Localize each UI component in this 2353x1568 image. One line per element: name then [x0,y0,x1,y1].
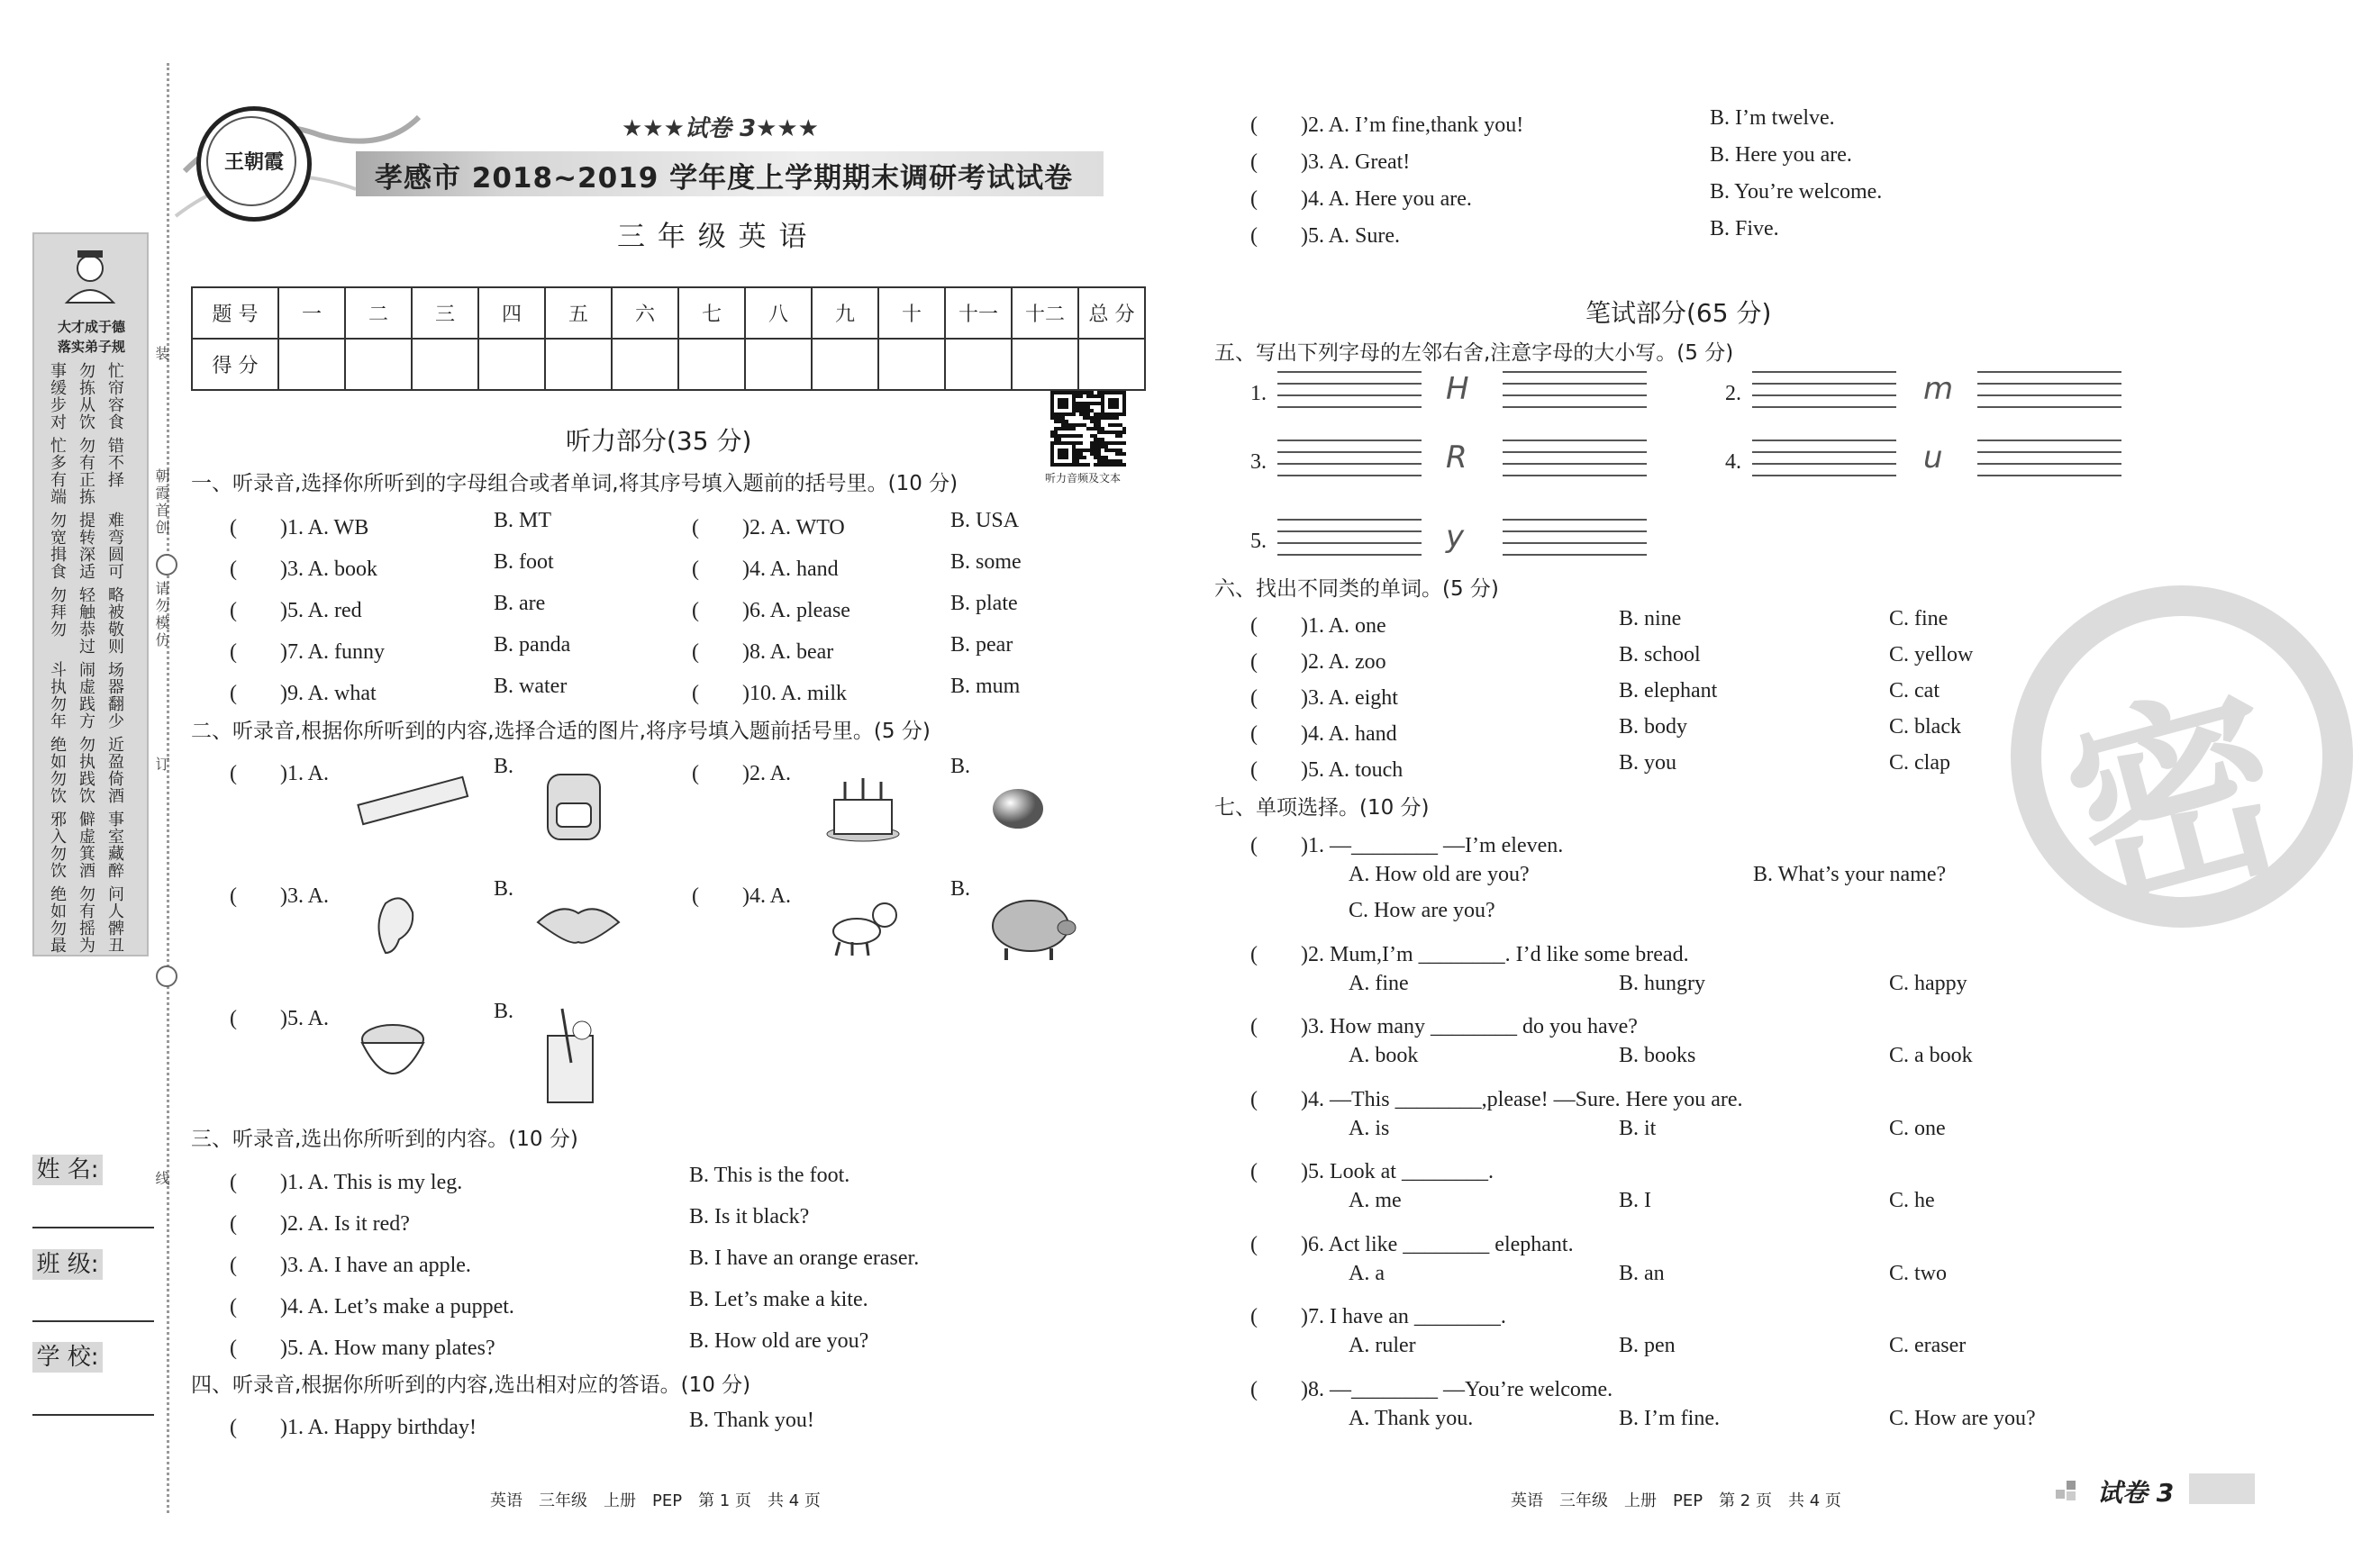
brand-logo-text: 王朝霞 [223,150,284,174]
s1-option-b[interactable]: B. MT [494,509,552,532]
motto-column: 事室藏醉 [105,811,124,879]
s5-number: 2. [1725,382,1741,405]
s6-option-c[interactable]: C. black [1889,715,1961,739]
side-mark-zhuang: 装 [153,346,170,363]
right-neighbor-lines[interactable] [1503,371,1647,414]
given-letter: u [1923,440,1943,476]
s4-option-a[interactable]: ( )1. A. Happy birthday! [230,1416,477,1439]
given-letter: m [1923,371,1954,407]
s6-option-b[interactable]: B. elephant [1619,679,1718,702]
motto-column: 勿拣从饮 [77,362,95,431]
s7-option-c[interactable]: C. eraser [1889,1334,1967,1357]
s7-option-b[interactable]: B. it [1619,1116,1657,1140]
s1-option-b[interactable]: B. pear [950,633,1013,657]
s4-option-a[interactable]: ( )5. A. Sure. [1250,224,1400,248]
s1-option-b[interactable]: B. plate [950,592,1018,615]
scholar-icon [54,241,126,304]
s1-option-b[interactable]: B. mum [950,675,1021,698]
right-neighbor-lines[interactable] [1503,519,1647,562]
s3-option-b[interactable]: B. Is it black? [689,1205,810,1228]
s2-option-a[interactable]: ( )5. A. [230,1007,329,1030]
score-header-cell: 七 [678,287,745,339]
secret-stamp [2011,585,2353,945]
score-input-cell[interactable] [878,339,945,390]
pig-icon [984,890,1083,962]
dog-icon [816,888,906,960]
left-neighbor-lines[interactable] [1277,440,1422,483]
s1-option-a[interactable]: ( )7. A. funny [230,640,385,664]
s1-option-a[interactable]: ( )3. A. book [230,557,377,581]
s4-option-b[interactable]: B. Five. [1710,217,1779,240]
s4-option-b[interactable]: B. Here you are. [1710,143,1852,167]
s6-option-a[interactable]: ( )4. A. hand [1250,722,1397,746]
section6-title: 六、找出不同类的单词。(5 分) [1214,577,1499,601]
s7-option-b[interactable]: B. pen [1619,1334,1676,1357]
s7-option-c[interactable]: C. How are you? [1349,899,1495,922]
s7-option-c[interactable]: C. two [1889,1261,1948,1285]
motto-column: 僻虚箕酒 [77,811,95,879]
side-mark-ding: 订 [153,757,170,774]
motto-column: 斗执勿年 [48,661,67,730]
backpack-icon [531,764,622,845]
motto-head-2: 落实弟子规 [57,339,125,355]
s2-option-b[interactable]: B. [494,755,514,778]
s3-option-b[interactable]: B. How old are you? [689,1329,869,1353]
s7-option-a[interactable]: A. How old are you? [1349,863,1530,886]
section3-title: 三、听录音,选出你所听到的内容。(10 分) [191,1128,578,1151]
motto-box [32,232,149,956]
s1-option-a[interactable]: ( )1. A. WB [230,516,369,539]
motto-column: 提转深适 [77,512,95,580]
s7-question: ( )3. How many ________ do you have? [1250,1015,1638,1038]
s4-option-a[interactable]: ( )2. A. I’m fine,thank you! [1250,113,1524,137]
brand-logo-icon [196,106,312,222]
secret-stamp-char: 密 [2045,658,2309,945]
s6-option-b[interactable]: B. you [1619,751,1677,775]
right-neighbor-lines[interactable] [1977,440,2121,483]
motto-column: 邪入勿饮 [48,811,67,879]
s7-option-a[interactable]: A. Thank you. [1349,1406,1474,1430]
s7-option-b[interactable]: B. an [1619,1261,1665,1285]
left-neighbor-lines[interactable] [1277,371,1422,414]
section7-title: 七、单项选择。(10 分) [1214,796,1430,820]
s6-option-c[interactable]: C. cat [1889,679,1940,702]
class-label: 班 级: [32,1249,103,1280]
s2-option-b[interactable]: B. [950,755,971,778]
side-mark-copyright: 朝霞首创 [153,468,170,537]
score-input-cell[interactable] [678,339,745,390]
subject-title: 三 年 级 英 语 [617,221,809,253]
school-line[interactable] [32,1414,154,1416]
motto-column: 勿有正拣 [77,437,95,505]
score-header-cell: 六 [612,287,678,339]
footer-squares-icon [2056,1481,2079,1500]
rice-bowl-icon [357,1014,429,1090]
binding-hole-1 [156,554,177,576]
s1-option-a[interactable]: ( )5. A. red [230,599,362,622]
s7-option-c[interactable]: C. happy [1889,971,1967,995]
s1-option-b[interactable]: B. foot [494,550,554,574]
right-neighbor-lines[interactable] [1503,440,1647,483]
s1-option-b[interactable]: B. USA [950,509,1020,532]
motto-column: 近盈倚酒 [105,736,124,804]
s1-option-b[interactable]: B. are [494,592,546,615]
score-input-cell[interactable] [812,339,878,390]
s2-option-b[interactable]: B. [494,877,514,901]
motto-head-1: 大才成于德 [57,319,125,335]
juice-glass-icon [535,1009,607,1108]
s4-option-b[interactable]: B. Thank you! [689,1409,814,1432]
motto-column: 轻触恭过 [77,586,95,655]
score-input-cell[interactable] [545,339,612,390]
given-letter: R [1446,440,1467,476]
score-header-cell: 总 分 [1078,287,1145,339]
score-input-cell[interactable] [612,339,678,390]
s7-option-b[interactable]: B. I [1619,1189,1651,1212]
s2-option-a[interactable]: ( )3. A. [230,884,329,908]
class-line[interactable] [32,1320,154,1322]
s6-option-a[interactable]: ( )3. A. eight [1250,686,1398,710]
score-input-cell[interactable] [278,339,345,390]
s7-option-c[interactable]: C. he [1889,1189,1935,1212]
s7-option-c[interactable]: C. How are you? [1889,1406,2036,1430]
score-table [191,286,1146,391]
s7-question: ( )1. —________ —I’m eleven. [1250,834,1564,857]
score-input-cell[interactable] [412,339,478,390]
score-header-cell: 十一 [945,287,1012,339]
s4-option-b[interactable]: B. I’m twelve. [1710,106,1835,130]
footer-right: 英语 三年级 上册 PEP 第 2 页 共 4 页 [1511,1491,1841,1510]
s7-option-a[interactable]: A. a [1349,1261,1385,1285]
footer-tag-band [2189,1473,2255,1504]
score-header-cell: 八 [745,287,812,339]
egg-icon [989,785,1047,832]
motto-column: 场器翻少 [105,661,124,730]
s2-option-a[interactable]: ( )1. A. [230,762,329,785]
score-header-cell: 四 [478,287,545,339]
s4-option-b[interactable]: B. You’re welcome. [1710,180,1883,204]
motto-column: 忙多有端 [48,437,67,505]
footer-left: 英语 三年级 上册 PEP 第 1 页 共 4 页 [490,1491,821,1510]
s5-number: 5. [1250,530,1267,553]
s6-option-b[interactable]: B. school [1619,643,1701,666]
s7-question: ( )4. —This ________,please! —Sure. Here you are. [1250,1087,1743,1111]
s1-option-b[interactable]: B. panda [494,633,571,657]
s7-option-c[interactable]: C. a book [1889,1044,1973,1067]
listening-title: 听力部分(35 分) [566,426,752,456]
s2-option-b[interactable]: B. [950,877,971,901]
motto-column: 勿有摇为 [77,885,95,954]
left-neighbor-lines[interactable] [1752,440,1896,483]
motto-column: 忙帘容食 [105,362,124,431]
section5-title: 五、写出下列字母的左邻右舍,注意字母的大小写。(5 分) [1214,341,1734,365]
s7-option-a[interactable]: A. book [1349,1044,1419,1067]
score-input-cell[interactable] [478,339,545,390]
motto-column: 勿宽揖食 [48,512,67,580]
s2-option-b[interactable]: B. [494,1000,514,1023]
right-neighbor-lines[interactable] [1977,371,2121,414]
s1-option-a[interactable]: ( )8. A. bear [692,640,834,664]
motto-column: 略被敬则 [105,586,124,655]
s1-option-a[interactable]: ( )6. A. please [692,599,850,622]
given-letter: H [1446,371,1469,407]
ruler-icon [354,773,471,827]
section1-title: 一、听录音,选择你所听到的字母组合或者单词,将其序号填入题前的括号里。(10 分) [191,472,958,495]
score-header-cell: 五 [545,287,612,339]
lips-icon [533,897,623,947]
s7-option-a[interactable]: A. ruler [1349,1334,1416,1357]
birthday-cake-icon [818,764,908,845]
score-header-cell: 十二 [1012,287,1078,339]
s1-option-b[interactable]: B. water [494,675,568,698]
s6-option-b[interactable]: B. body [1619,715,1688,739]
s3-option-a[interactable]: ( )3. A. I have an apple. [230,1254,471,1277]
section4-title: 四、听录音,根据你所听到的内容,选出相对应的答语。(10 分) [191,1373,751,1397]
s5-number: 4. [1725,450,1741,474]
s1-option-a[interactable]: ( )10. A. milk [692,682,847,705]
school-label: 学 校: [32,1342,103,1373]
binding-hole-2 [156,965,177,987]
ear-icon [368,890,422,962]
name-label: 姓 名: [32,1155,103,1185]
score-input-cell[interactable] [945,339,1012,390]
motto-column: 绝如勿最 [48,885,67,954]
s7-question: ( )2. Mum,I’m ________. I’d like some bread. [1250,942,1689,966]
given-letter: y [1446,519,1465,555]
qr-code-icon [1050,391,1126,467]
score-header-cell: 三 [412,287,478,339]
s3-option-b[interactable]: B. Let’s make a kite. [689,1288,868,1311]
score-header-cell: 十 [878,287,945,339]
writing-title: 笔试部分(65 分) [1585,298,1772,328]
left-neighbor-lines[interactable] [1752,371,1896,414]
s7-option-a[interactable]: A. fine [1349,971,1409,995]
s7-option-a[interactable]: A. is [1349,1116,1390,1140]
motto-column: 绝如勿饮 [48,736,67,804]
s3-option-b[interactable]: B. I have an orange eraser. [689,1246,920,1270]
side-mark-imitate: 请勿模仿 [153,581,170,649]
s6-option-a[interactable]: ( )1. A. one [1250,614,1386,638]
s6-option-c[interactable]: C. clap [1889,751,1950,775]
s1-option-b[interactable]: B. some [950,550,1022,574]
s6-option-a[interactable]: ( )2. A. zoo [1250,650,1386,674]
s4-option-a[interactable]: ( )3. A. Great! [1250,150,1411,174]
paper-ribbon: ★★★试卷 3★★★ [622,115,819,142]
motto-column: 闹虚践方 [77,661,95,730]
s7-option-b[interactable]: B. books [1619,1044,1696,1067]
s3-option-a[interactable]: ( )1. A. This is my leg. [230,1171,463,1194]
s6-option-a[interactable]: ( )5. A. touch [1250,758,1404,782]
page-title: 孝感市 2018~2019 学年度上学期期末调研考试试卷 [375,162,1074,195]
s7-option-b[interactable]: B. hungry [1619,971,1705,995]
section2-title: 二、听录音,根据你所听到的内容,选择合适的图片,将序号填入题前括号里。(5 分) [191,720,931,743]
motto-column: 勿拜勿 [48,586,67,638]
s3-option-a[interactable]: ( )5. A. How many plates? [230,1337,495,1360]
s5-number: 3. [1250,450,1267,474]
motto-column: 勿执践饮 [77,736,95,804]
s4-option-a[interactable]: ( )4. A. Here you are. [1250,187,1472,211]
s5-number: 1. [1250,382,1267,405]
s2-option-a[interactable]: ( )2. A. [692,762,791,785]
score-input-cell[interactable] [745,339,812,390]
score-label-cell: 得 分 [192,339,278,390]
motto-column: 错不择 [105,437,124,488]
s3-option-a[interactable]: ( )4. A. Let’s make a puppet. [230,1295,514,1319]
score-header-cell: 九 [812,287,878,339]
s7-question: ( )7. I have an ________. [1250,1305,1506,1328]
s7-question: ( )8. —________ —You’re welcome. [1250,1377,1613,1401]
s7-option-a[interactable]: A. me [1349,1189,1402,1212]
motto-column: 事缓步对 [48,362,67,431]
qr-caption: 听力音频及文本 [1045,472,1122,485]
footer-paper-tag: 试卷 3 [2097,1478,2175,1508]
side-mark-xian: 线 [153,1171,170,1188]
s1-option-a[interactable]: ( )4. A. hand [692,557,839,581]
s7-question: ( )5. Look at ________. [1250,1160,1494,1183]
s3-option-b[interactable]: B. This is the foot. [689,1164,850,1187]
motto-column: 难弯圆可 [105,512,124,580]
s6-option-c[interactable]: C. yellow [1889,643,1974,666]
score-input-cell[interactable] [345,339,412,390]
score-input-cell[interactable] [1078,339,1145,390]
s7-option-b[interactable]: B. I’m fine. [1619,1406,1720,1430]
score-input-cell[interactable] [1012,339,1078,390]
s6-option-c[interactable]: C. fine [1889,607,1949,630]
s7-question: ( )6. Act like ________ elephant. [1250,1232,1574,1256]
s6-option-b[interactable]: B. nine [1619,607,1682,630]
s7-option-c[interactable]: C. one [1889,1116,1946,1140]
s2-option-a[interactable]: ( )4. A. [692,884,791,908]
s7-option-b[interactable]: B. What’s your name? [1753,863,1947,886]
score-header-cell: 一 [278,287,345,339]
name-line[interactable] [32,1227,154,1228]
motto-column: 问人髀丑 [105,885,124,954]
score-header-cell: 题 号 [192,287,278,339]
score-header-cell: 二 [345,287,412,339]
cut-line [167,63,169,1513]
s3-option-a[interactable]: ( )2. A. Is it red? [230,1212,410,1236]
left-neighbor-lines[interactable] [1277,519,1422,562]
s1-option-a[interactable]: ( )9. A. what [230,682,377,705]
s1-option-a[interactable]: ( )2. A. WTO [692,516,845,539]
